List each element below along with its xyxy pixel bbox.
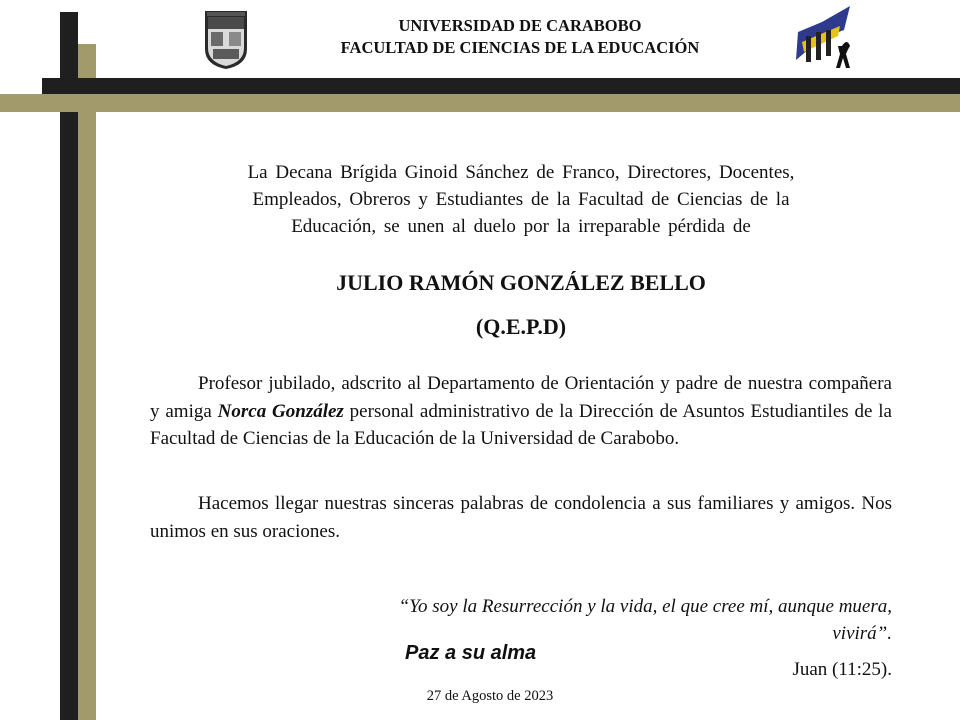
frame-bar-vertical-dark bbox=[60, 12, 78, 720]
intro-line: Educación, se unen al duelo por la irreparable pérdida de bbox=[291, 216, 751, 237]
announcement-date: 27 de Agosto de 2023 bbox=[426, 688, 554, 704]
qepd-label: (Q.E.P.D) bbox=[475, 314, 567, 339]
biography-text-start: Profesor jubilado, adscrito al Departamento de Orientación y padre de nuestra compañera y amiga bbox=[150, 373, 892, 422]
frame-bar-horizontal-dark bbox=[42, 78, 960, 94]
university-crest-logo bbox=[203, 9, 249, 71]
intro-line: Empleados, Obreros y Estudiantes de la Facultad de Ciencias de la bbox=[252, 189, 790, 210]
bible-verse bbox=[240, 593, 892, 647]
verse-line: “Yo soy la Resurrección y la vida, el que cree mí, aunque muera, bbox=[398, 596, 892, 617]
colleague-name: Norca González bbox=[217, 400, 344, 422]
frame-bar-vertical-gold bbox=[78, 44, 96, 720]
biography-paragraph bbox=[150, 370, 892, 453]
biography-text-end: personal administrativo de la Dirección de Asuntos Estudiantiles de la Facultad de Ciencias de la Educación de la Universidad de Carabobo. bbox=[150, 400, 892, 449]
university-title: UNIVERSIDAD DE CARABOBO bbox=[398, 16, 642, 35]
faculty-title: FACULTAD DE CIENCIAS DE LA EDUCACIÓN bbox=[340, 38, 700, 57]
faculty-logo-mourning-ribbon bbox=[792, 2, 856, 72]
intro-text bbox=[150, 159, 892, 240]
intro-line: La Decana Brígida Ginoid Sánchez de Franco, Directores, Docentes, bbox=[247, 162, 795, 183]
condolence-paragraph: Hacemos llegar nuestras sinceras palabras de condolencia a sus familiares y amigos. Nos unimos en sus oraciones. bbox=[150, 493, 892, 542]
deceased-name: JULIO RAMÓN GONZÁLEZ BELLO bbox=[336, 270, 706, 295]
frame-bar-horizontal-gold bbox=[0, 94, 960, 112]
closing-phrase: Paz a su alma bbox=[405, 642, 537, 664]
verse-reference: Juan (11:25). bbox=[792, 659, 892, 680]
verse-line: vivirá”. bbox=[832, 623, 892, 644]
